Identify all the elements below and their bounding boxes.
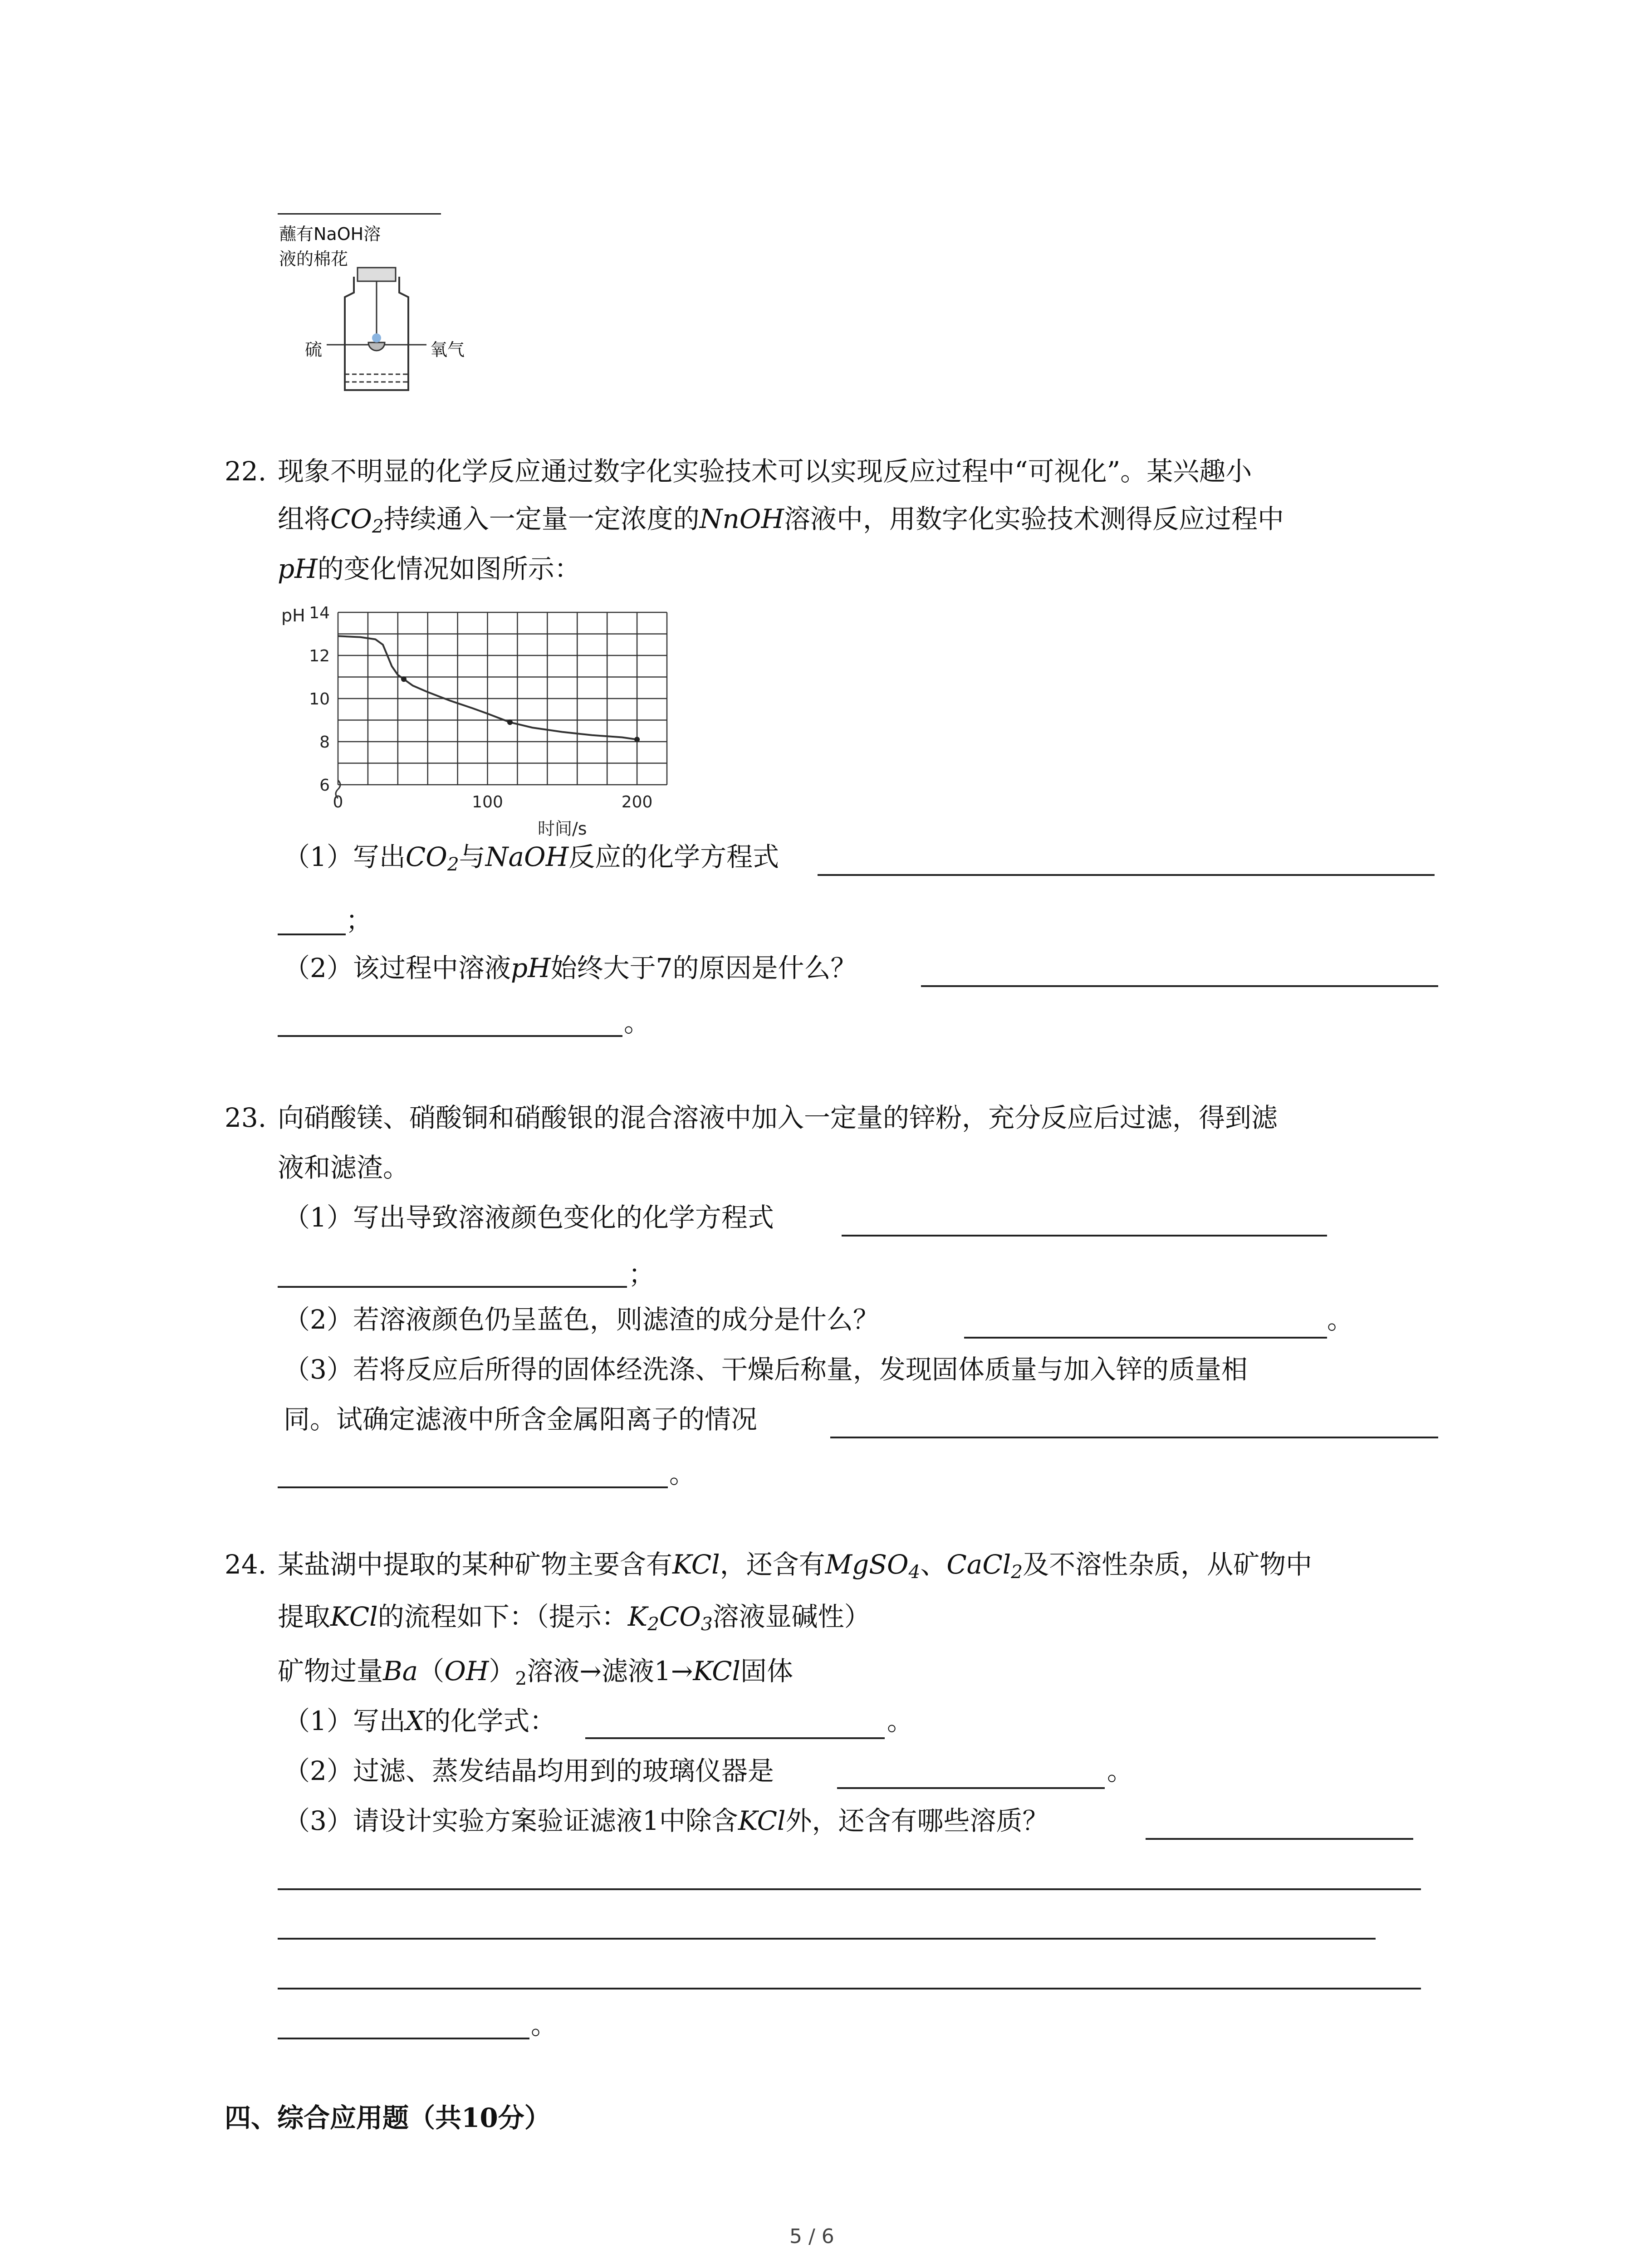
q23-line1: 向硝酸镁、硝酸铜和硝酸银的混合溶液中加入一定量的锌粉，充分反应后过滤，得到滤: [278, 1102, 1278, 1133]
q24-part3-blank-4[interactable]: [278, 1988, 1421, 1989]
q22-line3: pH的变化情况如图所示：: [278, 553, 581, 584]
q24-line2: 提取KCl的流程如下：（提示：$K_2CO_3$溶液显碱性）: [278, 1601, 871, 1635]
q22-part1-blank-a[interactable]: [818, 874, 1435, 876]
x-tick-label: 0: [333, 793, 343, 811]
x-axis-label: 时间/s: [538, 819, 587, 839]
q22-part1-end: ；: [346, 905, 372, 936]
q24-part2-end: 。: [1107, 1755, 1134, 1786]
q23-part1-blank-b[interactable]: [278, 1286, 627, 1288]
q24-part1-end: 。: [887, 1706, 914, 1736]
q22-part2-blank-a[interactable]: [921, 985, 1438, 987]
q23-part3-line1: （3）若将反应后所得的固体经洗涤、干燥后称量，发现固体质量与加入锌的质量相: [284, 1354, 1248, 1385]
q24-part3-blank-3[interactable]: [278, 1938, 1376, 1940]
y-tick-label: 10: [309, 690, 330, 709]
x-tick-label: 100: [472, 793, 503, 811]
y-tick-label: 12: [309, 647, 330, 665]
q23-part2: （2）若溶液颜色仍呈蓝色，则滤渣的成分是什么？: [284, 1304, 879, 1335]
q22-line1: 现象不明显的化学反应通过数字化实验技术可以实现反应过程中“可视化”。某兴趣小: [278, 456, 1252, 487]
q23-number: 23.: [225, 1102, 267, 1133]
y-axis-label: pH: [281, 606, 305, 626]
q23-part2-blank[interactable]: [964, 1337, 1327, 1339]
y-tick-label: 8: [319, 733, 330, 752]
y-tick-label: 6: [319, 776, 330, 795]
data-point: [401, 676, 407, 682]
q23-part1-blank-a[interactable]: [842, 1235, 1327, 1237]
q24-part3-end: 。: [531, 2009, 558, 2040]
q24-part3-blank-5[interactable]: [278, 2038, 529, 2039]
q24-number: 24.: [225, 1549, 267, 1580]
q24-flow: 矿物过量$Ba(OH)_2$溶液→滤液1→KCl固体: [278, 1656, 794, 1690]
ph-chart: [272, 594, 681, 839]
figure-label-oxygen: 氧气: [430, 340, 465, 360]
figure-label-sulfur: 硫: [305, 340, 323, 360]
page-number: 5 / 6: [789, 2225, 834, 2248]
data-point: [507, 719, 513, 725]
section-4-title: 四、综合应用题（共10分）: [225, 2102, 551, 2133]
q22-line2: 组将$CO_2$持续通入一定量一定浓度的NnOH溶液中，用数字化实验技术测得反应过程中: [278, 503, 1284, 538]
q24-part1: （1）写出X的化学式：: [284, 1706, 556, 1736]
q24-part3-blank-1[interactable]: [1146, 1838, 1413, 1840]
data-point: [634, 737, 640, 742]
q23-part2-end: 。: [1327, 1304, 1354, 1335]
q22-part2: （2）该过程中溶液pH始终大于7的原因是什么？: [284, 953, 857, 983]
q22-part1: （1）写出$CO_2$与NaOH反应的化学方程式: [284, 841, 779, 875]
q23-part3-blank-a[interactable]: [830, 1437, 1438, 1438]
q22-part2-blank-b[interactable]: [278, 1035, 622, 1037]
q24-part1-blank[interactable]: [585, 1737, 885, 1739]
figure-top-rule: [278, 213, 441, 215]
q22-number: 22.: [225, 456, 267, 487]
bottle-figure: [318, 263, 436, 399]
q24-part3: （3）请设计实验方案验证滤液1中除含KCl外，还含有哪些溶质？: [284, 1805, 1049, 1836]
q23-part3-end: 。: [669, 1458, 696, 1489]
q24-part2-blank[interactable]: [837, 1787, 1105, 1789]
q24-part2: （2）过滤、蒸发结晶均用到的玻璃仪器是: [284, 1755, 774, 1786]
q22-part2-end: 。: [624, 1007, 651, 1038]
x-tick-label: 200: [621, 793, 653, 811]
q23-line2: 液和滤渣。: [278, 1152, 410, 1183]
q23-part3-blank-b[interactable]: [278, 1486, 668, 1488]
figure-label-cotton-2: 液的棉花: [279, 249, 348, 269]
y-tick-label: 14: [309, 604, 330, 622]
q24-line1: 某盐湖中提取的某种矿物主要含有KCl，还含有MgSO$_4$、CaCl$_2$及不溶性杂质，从矿物中: [278, 1549, 1313, 1583]
q22-part1-blank-b[interactable]: [278, 934, 346, 935]
figure-label-cotton-1: 蘸有NaOH溶: [279, 224, 381, 244]
q24-part3-blank-2[interactable]: [278, 1888, 1421, 1890]
q23-part3-line2: 同。试确定滤液中所含金属阳离子的情况: [284, 1404, 758, 1435]
q23-part1: （1）写出导致溶液颜色变化的化学方程式: [284, 1202, 774, 1233]
q23-part1-end: ；: [628, 1259, 655, 1290]
